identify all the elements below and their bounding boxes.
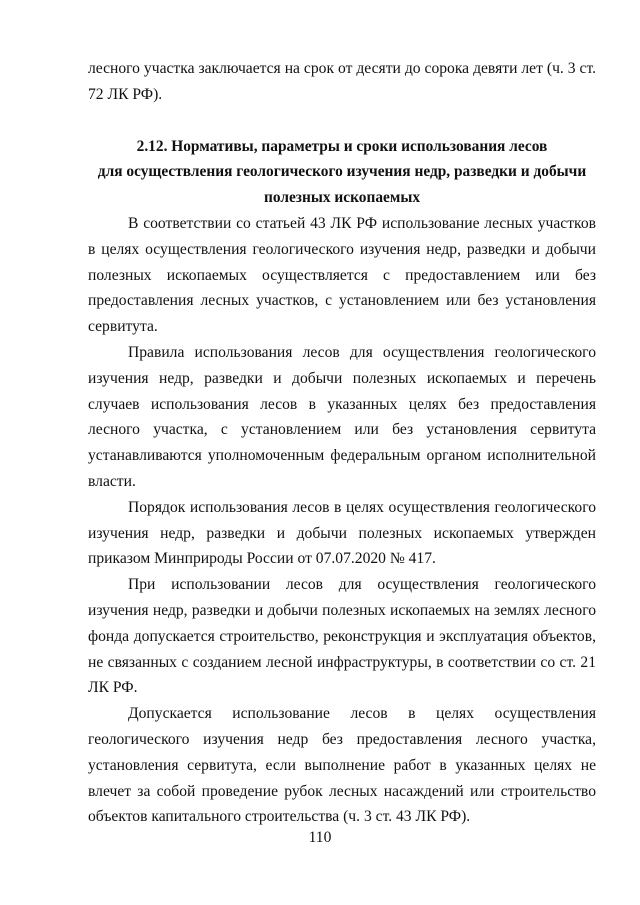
paragraph-1: В соответствии со статьей 43 ЛК РФ использование лесных участков в целях осуществления геологического изучения недр, разведки и добычи полезных ископаемых осуществляется с предоставлением или без предоставления лесных участков, с установлением или без установления сервитута. [88, 214, 596, 336]
paragraph-4: При использовании лесов для осуществления геологического изучения недр, разведки и добычи полезных ископаемых на землях лесного фонда допускается строительство, реконструкция и эксплуатация объектов, не связанных с созданием лесной инфраструктуры, в соответствии со ст. 21 ЛК РФ. [88, 576, 596, 697]
section-heading [88, 134, 596, 211]
paragraph-5: Допускается использование лесов в целях осуществления геологического изучения недр без предоставления лесного участка, установления сервитута, если выполнение работ в указанных целях не влечет за собой проведение рубок лесных насаждений или строительство объектов капитального строительства (ч. 3 ст. 43 ЛК РФ). [88, 705, 596, 826]
document-page [88, 56, 596, 830]
section-heading-line-1: 2.12. Нормативы, параметры и сроки использования лесов [136, 137, 548, 155]
paragraph-2: Правила использования лесов для осуществления геологического изучения недр, разведки и добычи полезных ископаемых и перечень случаев использования лесов в указанных целях без предоставления лесного участка, с установлением или без установления сервитута устанавливаются уполномоченным федеральным органом исполнительной власти. [88, 343, 596, 490]
continuation-paragraph: лесного участка заключается на срок от десяти до сорока девяти лет (ч. 3 ст. 72 ЛК РФ). [88, 60, 596, 103]
section-heading-line-3: полезных ископаемых [263, 189, 421, 207]
paragraph-3: Порядок использования лесов в целях осуществления геологического изучения недр, разведки и добычи полезных ископаемых утвержден приказом Минприроды России от 07.07.2020 № 417. [88, 498, 596, 568]
page-number: 110 [308, 829, 332, 846]
section-heading-line-2: для осуществления геологического изучения недр, разведки и добычи [97, 163, 587, 181]
